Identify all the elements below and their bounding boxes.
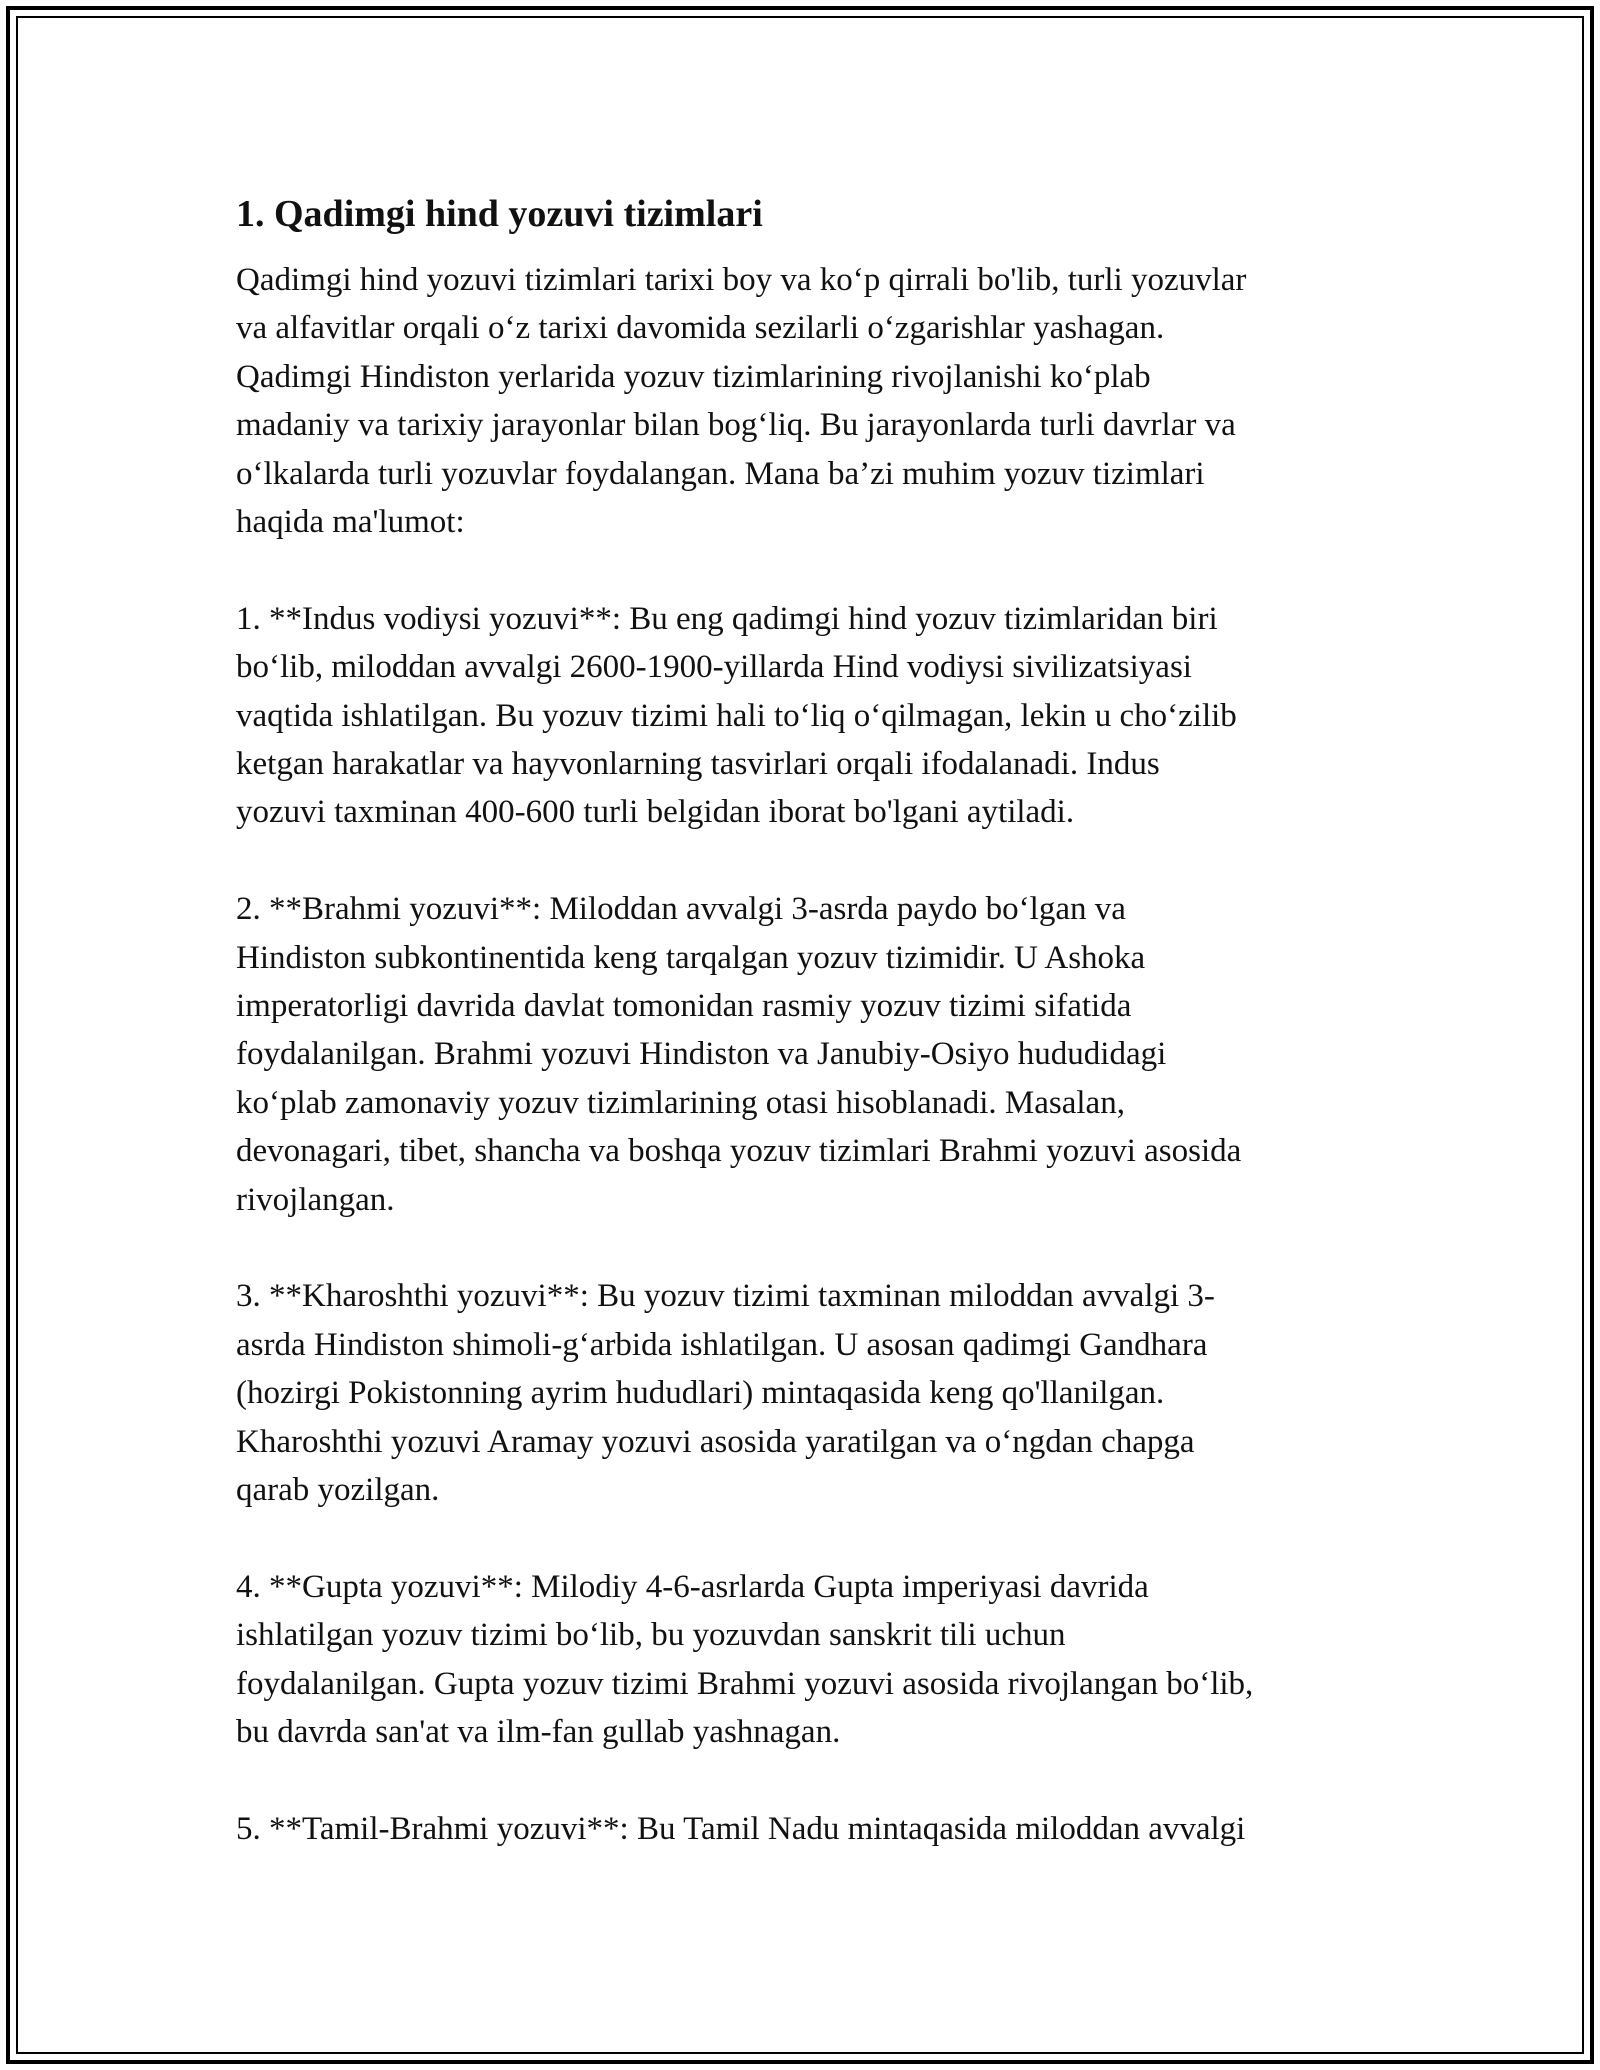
list-item-kharoshthi: 3. **Kharoshthi yozuvi**: Bu yozuv tizimi taxminan miloddan avvalgi 3- asrda Hindiston shimoli-g‘arbida ishlatilgan. U asosan qadimgi Gandhara (hozirgi Pokistonning ayrim hududlari) mintaqasida keng qo'llanilgan. Kharoshthi yozuvi Aramay yozuvi asosida yaratilgan va o‘ngdan chapga qarab yozilgan. — [236, 1278, 1215, 1509]
section-heading: 1. Qadimgi hind yozuvi tizimlari — [236, 193, 763, 235]
list-item-gupta: 4. **Gupta yozuvi**: Milodiy 4-6-asrlarda Gupta imperiyasi davrida ishlatilgan yozuv tizimi bo‘lib, bu yozuvdan sanskrit tili uchun foydalanilgan. Gupta yozuv tizimi Brahmi yozuvi asosida rivojlangan bo‘lib, bu davrda san'at va ilm-fan gullab yashnagan. — [236, 1568, 1254, 1751]
list-item-tamil-brahmi: 5. **Tamil-Brahmi yozuvi**: Bu Tamil Nadu mintaqasida miloddan avvalgi — [236, 1810, 1246, 1847]
intro-paragraph: Qadimgi hind yozuvi tizimlari tarixi boy va ko‘p qirrali bo'lib, turli yozuvlar va alfavitlar orqali o‘z tarixi davomida sezilarli o‘zgarishlar yashagan. Qadimgi Hindiston yerlarida yozuv tizimlarining rivojlanishi ko‘plab madaniy va tarixiy jarayonlar bilan bog‘liq. Bu jarayonlarda turli davrlar va o‘lkalarda turli yozuvlar foydalangan. Mana ba’zi muhim yozuv tizimlari haqida ma'lumot: — [236, 262, 1247, 541]
list-item-brahmi: 2. **Brahmi yozuvi**: Miloddan avvalgi 3-asrda paydo bo‘lgan va Hindiston subkontinentida keng tarqalgan yozuv tizimidir. U Ashoka imperatorligi davrida davlat tomonidan rasmiy yozuv tizimi sifatida foydalanilgan. Brahmi yozuvi Hindiston va Janubiy-Osiyo hududidagi ko‘plab zamonaviy yozuv tizimlarining otasi hisoblanadi. Masalan, devonagari, tibet, shancha va boshqa yozuv tizimlari Brahmi yozuvi asosida rivojlangan. — [236, 891, 1242, 1218]
document-body — [236, 186, 1376, 1853]
list-item-indus: 1. **Indus vodiysi yozuvi**: Bu eng qadimgi hind yozuv tizimlaridan biri bo‘lib, miloddan avvalgi 2600-1900-yillarda Hind vodiysi sivilizatsiyasi vaqtida ishlatilgan. Bu yozuv tizimi hali to‘liq o‘qilmagan, lekin u cho‘zilib ketgan harakatlar va hayvonlarning tasvirlari orqali ifodalanadi. Indus yozuvi taxminan 400-600 turli belgidan iborat bo'lgani aytiladi. — [236, 600, 1237, 831]
